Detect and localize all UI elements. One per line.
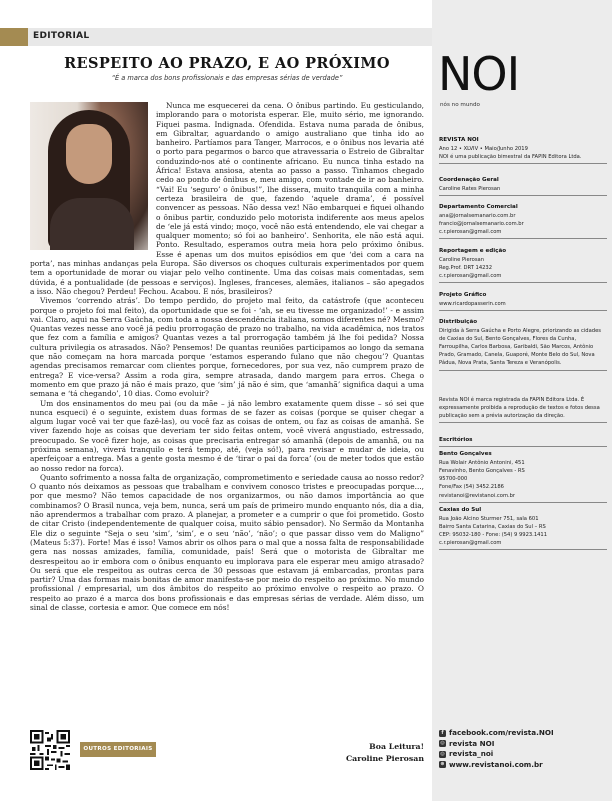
magazine-issue: Ano 12 • XLVIV • Maio/Junho 2019 <box>439 146 528 153</box>
comercial-email[interactable]: ana@jornalsemanario.com.br <box>439 213 516 220</box>
office-line: Rua Wolair Antônio Antonini, 451 <box>439 460 525 467</box>
social-link-text: revista NOI <box>449 738 495 748</box>
social-link-instagram[interactable] <box>439 739 607 750</box>
reportagem-title: Reportagem e edição <box>439 248 507 254</box>
office-name: Caxias do Sul <box>439 506 482 513</box>
magazine-tagline: nós no mundo <box>440 102 480 108</box>
author-photo <box>30 102 148 250</box>
masthead-magazine <box>439 136 607 167</box>
distribuicao-title: Distribuição <box>439 319 478 325</box>
qr-code-icon[interactable] <box>30 730 70 770</box>
magazine-title: REVISTA NOI <box>439 137 479 143</box>
comercial-email[interactable]: c.r.pierosan@gmail.com <box>439 229 502 236</box>
social-link-website[interactable] <box>439 760 607 771</box>
author-name: Caroline Pierosan <box>345 754 424 763</box>
outros-editoriais-button[interactable]: OUTROS EDITORIAIS <box>80 742 156 757</box>
masthead-distribuicao <box>439 318 607 374</box>
social-link-text: facebook.com/revista.NOI <box>449 728 554 737</box>
magazine-logo: NOI <box>438 47 520 101</box>
office-line: CEP: 95032-180 - Fone: (54) 9 9923.1411 <box>439 531 548 538</box>
section-accent <box>0 28 28 46</box>
masthead-legal <box>439 396 607 426</box>
article-paragraph: Um dos ensinamentos do meu pai (ou da mãe – já não lembro exatamente quem disse – só sei que nunca esqueci) é o seguinte, existem duas formas de se fazer as coisas (porque se quiser chegar a algum lugar você vai ter que fazê-las), ou você faz as coisas de ontem, ou faz as coisas de amanhã. Se viver fazendo hoje as coisas que deveriam ter sido feitas ontem, você viverá angustiado, estressado, preocupado. Se você fizer hoje, as coisas que precisaria entregar só amanhã (depois de amanhã, ou na próxima semana), viverá tranquilo e terá tempo, até, (veja só!), para revisar e mudar de ideia, ou aperfeiçoar a entrega. Mas a gente gosta mesmo é de ‘tirar o pai da forca’ (ou de meter todos que estão ao nosso redor na forca). <box>30 398 424 473</box>
office-line: Fone/Fax (54) 3452.2186 <box>439 484 504 491</box>
masthead-grafico <box>439 291 607 314</box>
social-links <box>439 728 607 770</box>
comercial-title: Departamento Comercial <box>439 204 518 210</box>
section-label: EDITORIAL <box>33 31 90 41</box>
social-link-facebook[interactable] <box>439 728 607 739</box>
closing-line: Boa Leitura! <box>369 742 424 751</box>
instagram-icon: ◎ <box>440 740 445 747</box>
office-line: Fenavinho, Bento Gonçalves - RS <box>439 468 525 475</box>
masthead-escritorios <box>439 436 607 553</box>
magazine-publisher: NOI é uma publicação bimestral da FAPIN Editora Ltda. <box>439 154 582 161</box>
social-link-instagram[interactable] <box>439 749 607 760</box>
reportagem-line: Caroline Pierosan <box>439 257 485 264</box>
article-paragraph: Nunca me esquecerei da cena. O ônibus partindo. Eu gesticulando, implorando para o motorista esperar. Ele, muito sério, me ignorando. Fiquei pasma. Indignada. Ofendida. Estava numa parada de ônibus, em Gibraltar, aguardando o amigo australiano que tinha ido ao banheiro. Partíamos para Tanger, Marrocos, e o ônibus nos levaria até o porto para pegarmos o barco que atravessaria o Estreio de Gibraltar conduzindo-nos até o continente africano. Eu nunca tinha estado na África! Estava ansiosa, atenta ao passo a passo. Tinhamos chegado cedo ao ponto de ônibus e, meu amigo, com vontade de ir ao banheiro. “Vai! Eu ‘seguro’ o ônibus!”, lhe dissera, muito tranquila com a minha certeza brasileira de que, fazendo ‘aquele drama’, é possível convencer as pessoas. Não dessa vez! Não embarquei e fiquei olhando o ônibus partir, conduzido pelo motorista indiferente aos meus apelos de ‘ele já está vindo; moço, você não está entendendo, ele vai chegar a qualquer momento; só foi ao banheiro’. Senhorita, ele não está aqui. Ponto. Resultado, esperamos outra meia hora pelo próximo ônibus. Esse é apenas um dos muitos episódios em que ‘dei com a cara na porta’, nas minhas andanças pela Europa. São diversos os choques culturais experimentados por quem tem a oportunidade de morar ou viajar pelo velho continente. Uma das coisas mais comentadas, sem dúvida, é a pontualidade (de pessoas e serviços). Ingleses, franceses, alemães, italianos – são apegados a isso. Não chegou? Perdeu! Fechou. Acabou. E nós, brasileiros? <box>30 101 424 296</box>
office-line: Bairro Santa Catarina, Caxias do Sul – RS <box>439 523 546 530</box>
coord-name: Caroline Rates Pierosan <box>439 186 501 193</box>
social-link-text: www.revistanoi.com.br <box>449 759 543 769</box>
coord-title: Coordenação Geral <box>439 177 499 183</box>
reportagem-line: Reg.Prof. DRT 14232 <box>439 265 493 272</box>
office-line: Rua João Alcino Sturmer 751, sala 601 <box>439 515 539 522</box>
grafico-site[interactable]: www.ricardopasserin.com <box>439 301 506 308</box>
office-email[interactable]: c.r.pierosan@gmail.com <box>439 540 502 547</box>
masthead-reportagem <box>439 247 607 286</box>
article-title: RESPEITO AO PRAZO, E AO PRÓXIMO <box>64 55 390 72</box>
masthead-comercial <box>439 203 607 242</box>
article <box>30 50 424 785</box>
article-body <box>30 101 424 731</box>
office-name: Bento Gonçalves <box>439 451 492 458</box>
article-subtitle: “É a marca dos bons profissionais e das empresas sérias de verdade” <box>111 74 343 82</box>
escritorios-title: Escritórios <box>439 437 473 443</box>
article-paragraph: Quanto sofrimento a nossa falta de organização, comprometimento e seriedade causa ao nosso redor? O quanto nós deixamos as pessoas que trabalham e convivem conosco tristes e preocupadas porque..., por que mesmo? Não temos capacidade de nos organizarmos, ou não damos importância ao que combinamos? O Brasil nunca, veja bem, nunca, será um país de primeiro mundo enquanto nós, dia a dia, não aprendermos a trabalhar com prazo. A planejar, a prometer e a cumprir o que foi prometido. Gosto de citar Cristo (independentemente de qualquer coisa, muito sábio pensador). No Sermão da Montanha Ele diz o seguinte “Seja o seu ‘sim’, ‘sim’, e o seu ‘não’, ‘não’; o que passar disso vem do Maligno” (Mateus 5:37). Forte! Mas é isso! Vamos abrir os olhos para o mal que a nossa falta de responsabilidade gera nas nossas amizades, família, comunidade, país! Será que o motorista de Gibraltar me desrespeitou ao ir embora com o ônibus enquanto eu implorava para ele esperar meu amigo atrasado? Ou será que ele respeitou as outras cerca de 30 pessoas que estavam já embarcadas, prontas para partir? Uma das formas mais bonitas de amor manifesta-se por meio do respeito ao próximo. No mundo profissional / empresarial, um dos âmbitos do respeito ao próximo envolve o respeito ao prazo. O respeito ao prazo é a marca dos bons profissionais e das empresas sérias de verdade. Além disso, um sinal de classe, cortesia e amor. Que comece em nós! <box>30 472 424 613</box>
comercial-email[interactable]: francio@jornalsemanario.com.br <box>439 221 524 228</box>
masthead-coord <box>439 176 607 199</box>
legal-text: Revista NOI é marca registrada da FAPIN Editora Ltda. É expressamente proibida a reprodução de textos e fotos dessa publicação sem a prévia autorização da direção. <box>439 397 600 420</box>
social-link-text: revista_noi <box>449 749 494 758</box>
distribuicao-text: Dirigida à Serra Gaúcha e Porto Alegre, priorizando as cidades de Caxias do Sul, Bento Gonçalves, Flores da Cunha, Farroupilha, Carlos Barbosa, Garibaldi, São Marcos, Antônio Prado, Gramado, Canela, Guaporé, Monte Belo do Sul, Nova Pádua, Nova Prata, Santa Tereza e Veranópolis. <box>439 328 601 367</box>
facebook-icon: f <box>439 730 446 737</box>
globe-icon: ⊕ <box>440 761 445 768</box>
office-email[interactable]: revistanoi@revistanoi.com.br <box>439 492 516 499</box>
office-line: 95700-000 <box>439 476 468 483</box>
instagram-icon: ◎ <box>440 750 445 757</box>
article-signoff <box>346 741 424 765</box>
grafico-title: Projeto Gráfico <box>439 292 487 298</box>
article-paragraph: Vivemos ‘correndo atrás’. Do tempo perdido, do projeto mal feito, da catástrofe (que aconteceu porque o projeto foi mal feito), da oportunidade que se foi - ‘ah, se eu tivesse me organizado!’ - e assim vai. Claro, aqui na Serra Gaúcha, com toda a nossa descendência italiana, somos diferentes né? Mesmo? Quantas vezes nesse ano você já pediu prorrogação de prazo no trabalho, na vida acadêmica, nos tratos que fez com a família e amigos? Quantas vezes a tal prorrogação também já lhe foi pedida? Nossa cultura privilegia os atrasados. Não? Pensemos! De quantas reuniões participamos ao longo da semana que não começam na hora marcada porque ‘estamos esperando fulano que não chegou’? Quantas agendas precisamos remarcar com clientes porque, fornecedores, por sua vez, não cumprem prazo de entrega? E vice-versa? Assim a roda gira, sempre atrasada, dando margem para erros. Chega o momento em que prazo já não é mais prazo, que ‘sim’ já não é sim, que ‘amanhã’ significa daqui a uma semana e ‘tá chegando’, 10 dias. Como evoluir? <box>30 296 424 399</box>
masthead-sidebar <box>432 0 612 801</box>
reportagem-line[interactable]: c.r.pierosan@gmail.com <box>439 273 502 280</box>
